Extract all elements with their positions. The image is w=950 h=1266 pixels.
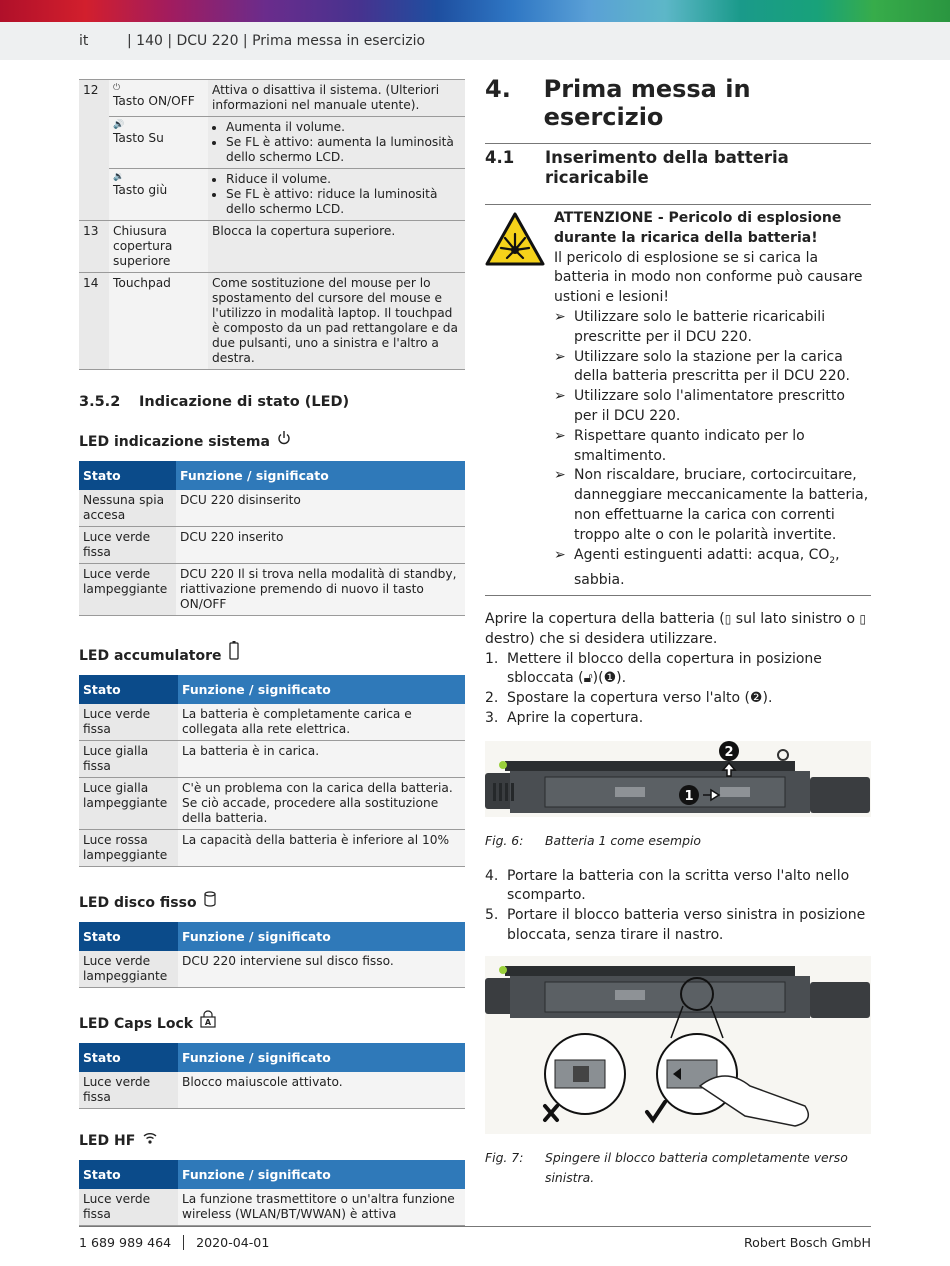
key-name: Chiusura copertura superiore bbox=[109, 221, 208, 273]
language-code: it bbox=[79, 33, 89, 49]
battery-left-icon: ▯ bbox=[724, 611, 732, 626]
battery-right-icon: ▯ bbox=[859, 611, 867, 626]
list-item: ➢ Utilizzare solo la stazione per la carica della batteria prescritta per il DCU 220. bbox=[554, 348, 850, 385]
document-number: 1 689 989 464 bbox=[79, 1235, 172, 1250]
table-row: Luce verde fissa La funzione trasmettitore o un'altra funzione wireless (WLAN/BT/WWAN) è attiva bbox=[79, 1189, 465, 1226]
warning-description: Il pericolo di esplosione se si carica la batteria in modo non conforme può causare ustioni e lesioni! bbox=[554, 249, 863, 306]
page-footer bbox=[79, 1226, 871, 1250]
key-desc: • Riduce il volume. • Se FL è attivo: riduce la luminosità dello schermo LCD. bbox=[208, 169, 465, 221]
led-system-heading: LED indicazione sistema bbox=[79, 430, 465, 450]
volume-up-icon: 🔊 bbox=[113, 120, 125, 130]
key-name: 🔊 Tasto Su bbox=[109, 117, 208, 169]
page-title: | 140 | DCU 220 | Prima messa in esercizio bbox=[127, 33, 426, 49]
table-row: Luce gialla lampeggiante C'è un problema con la carica della batteria. Se ciò accade, procedere alla sostituzione della batteria. bbox=[79, 778, 465, 830]
disk-icon bbox=[204, 891, 216, 911]
caps-lock-icon bbox=[200, 1010, 216, 1032]
figure-6-caption: Fig. 6: Batteria 1 come esempio bbox=[485, 832, 702, 848]
instructions bbox=[485, 610, 871, 1187]
key-num: 13 bbox=[79, 221, 109, 273]
wireless-icon bbox=[142, 1131, 158, 1149]
callout-1: 1 bbox=[684, 788, 694, 804]
list-item: ➢ Utilizzare solo l'alimentatore prescritto per il DCU 220. bbox=[554, 388, 845, 424]
explosion-warning-icon bbox=[485, 209, 554, 591]
led-system-table: Stato Funzione / significato Nessuna spia accesa DCU 220 disinserito Luce verde fissa DCU 220 inserito Luce verde lampeggiante DCU 220 Il si trova nella modalità di standby, riattivazione premendo di nuovo il tasto ON/OFF bbox=[79, 461, 465, 616]
power-icon bbox=[277, 430, 291, 450]
key-desc: Blocca la copertura superiore. bbox=[208, 221, 465, 273]
callout-2: 2 bbox=[724, 744, 734, 760]
warning-box bbox=[485, 205, 871, 596]
list-item: 2. Spostare la copertura verso l'alto (❷). bbox=[485, 690, 773, 707]
company-name: Robert Bosch GmbH bbox=[743, 1235, 871, 1250]
list-item: 3. Aprire la copertura. bbox=[485, 709, 644, 726]
key-num: 12 bbox=[79, 80, 109, 221]
led-battery-heading: LED accumulatore bbox=[79, 640, 465, 664]
list-item: ➢ Non riscaldare, bruciare, cortocircuitare, danneggiare meccanicamente la batteria, non effettuarne la carica con correnti troppo alte o con le polarità invertite. bbox=[554, 467, 869, 543]
brand-color-bar bbox=[0, 0, 950, 22]
list-item: ➢ Agenti estinguenti adatti: acqua, $CO_2$, sabbia. bbox=[554, 546, 840, 589]
list-item: 5. Portare il blocco batteria verso sinistra in posizione bloccata, senza tirare il nastro. bbox=[485, 907, 866, 943]
key-name: ⏻ Tasto ON/OFF bbox=[109, 80, 208, 117]
page-header bbox=[0, 22, 950, 60]
table-row: Nessuna spia accesa DCU 220 disinserito bbox=[79, 490, 465, 527]
section-heading: 4.1 Inserimento della batteria ricaricabile bbox=[485, 148, 871, 205]
led-caps-heading: LED Caps Lock A bbox=[79, 1010, 465, 1032]
key-desc: Come sostituzione del mouse per lo spostamento del cursore del mouse e l'utilizzo in modalità laptop. Il touchpad è composto da un pad rettangolare e da due pulsanti, uno a sinistra e l'altro a destra. bbox=[208, 273, 465, 370]
led-hf-heading: LED HF bbox=[79, 1131, 465, 1149]
list-item: 4. Portare la batteria con la scritta verso l'alto nello scomparto. bbox=[485, 867, 850, 904]
led-battery-table: Stato Funzione / significato Luce verde fissa La batteria è completamente carica e collegata alla rete elettrica. Luce gialla fissa La batteria è in carica. Luce gialla lampeggiante C'è un problema con la carica della batteria. Se ciò accade, procedere alla sostituzione della batteria. Luce rossa lampeggiante La capacità della batteria è inferiore al 10% bbox=[79, 675, 465, 867]
key-name: Touchpad bbox=[109, 273, 208, 370]
battery-icon bbox=[229, 640, 239, 664]
led-caps-table: Stato Funzione / significato Luce verde fissa Blocco maiuscole attivato. bbox=[79, 1043, 465, 1109]
led-disk-table: Stato Funzione / significato Luce verde lampeggiante DCU 220 interviene sul disco fisso. bbox=[79, 922, 465, 988]
led-disk-heading: LED disco fisso bbox=[79, 891, 465, 911]
key-desc: Attiva o disattiva il sistema. (Ulteriori informazioni nel manuale utente). bbox=[208, 80, 465, 117]
svg-text:A: A bbox=[204, 1018, 212, 1028]
figure-7-caption: Fig. 7: Spingere il blocco batteria completamente verso sinistra. bbox=[485, 1149, 848, 1185]
intro-text: Aprire la copertura della batteria (▯ sul lato sinistro o ▯ destro) che si desidera utilizzare. bbox=[485, 610, 867, 647]
chapter-heading: 4. Prima messa in esercizio bbox=[485, 75, 871, 144]
table-row: Luce gialla fissa La batteria è in carica. bbox=[79, 741, 465, 778]
table-row: Luce verde fissa Blocco maiuscole attivato. bbox=[79, 1072, 465, 1109]
volume-down-icon: 🔉 bbox=[113, 172, 125, 182]
table-row: Luce verde lampeggiante DCU 220 Il si trova nella modalità di standby, riattivazione premendo di nuovo il tasto ON/OFF bbox=[79, 564, 465, 616]
right-column bbox=[485, 75, 871, 1187]
steps-list bbox=[485, 650, 871, 729]
steps-list bbox=[485, 867, 871, 946]
key-desc: • Aumenta il volume. • Se FL è attivo: aumenta la luminosità dello schermo LCD. bbox=[208, 117, 465, 169]
table-row: Luce verde lampeggiante DCU 220 interviene sul disco fisso. bbox=[79, 951, 465, 988]
figure-6-image bbox=[485, 741, 871, 817]
key-name: 🔉 Tasto giù bbox=[109, 169, 208, 221]
list-item: ➢ Rispettare quanto indicato per lo smaltimento. bbox=[554, 427, 805, 464]
key-num: 14 bbox=[79, 273, 109, 370]
figure-7-image bbox=[485, 956, 871, 1134]
warning-text bbox=[554, 209, 871, 591]
document-date: 2020-04-01 bbox=[196, 1235, 270, 1250]
list-item: 1. Mettere il blocco della copertura in posizione sbloccata (🔓︎)(❶). bbox=[485, 650, 822, 687]
led-hf-table: Stato Funzione / significato Luce verde fissa La funzione trasmettitore o un'altra funzione wireless (WLAN/BT/WWAN) è attiva bbox=[79, 1160, 465, 1226]
left-column bbox=[79, 79, 465, 1226]
section-heading: 3.5.2 Indicazione di stato (LED) bbox=[79, 394, 350, 410]
power-icon: ⏻ bbox=[113, 83, 121, 93]
table-row: Luce verde fissa La batteria è completamente carica e collegata alla rete elettrica. bbox=[79, 704, 465, 741]
warning-title: ATTENZIONE - Pericolo di esplosione durante la ricarica della batteria! bbox=[554, 210, 842, 246]
table-row: Luce verde fissa DCU 220 inserito bbox=[79, 527, 465, 564]
table-row: Luce rossa lampeggiante La capacità della batteria è inferiore al 10% bbox=[79, 830, 465, 867]
unlock-icon: 🔓︎ bbox=[583, 670, 593, 687]
key-table bbox=[79, 79, 465, 370]
list-item: ➢ Utilizzare solo le batterie ricaricabili prescritte per il DCU 220. bbox=[554, 308, 826, 345]
